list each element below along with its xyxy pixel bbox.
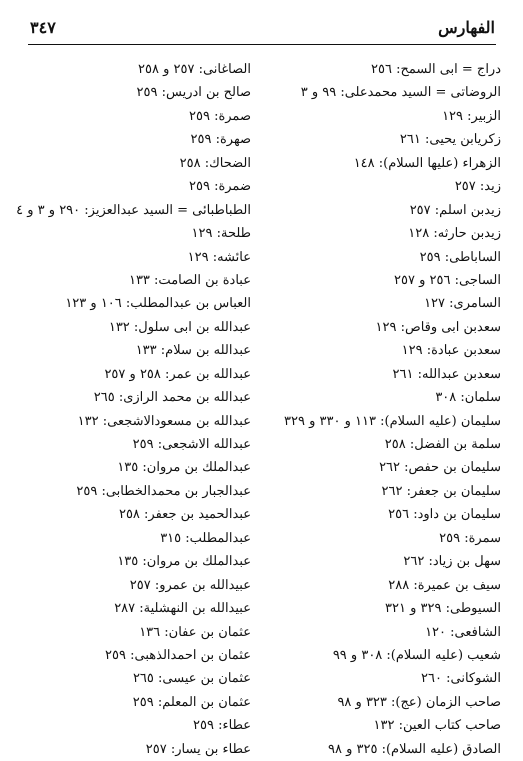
index-entry: الشوكانی: ٢٦٠ xyxy=(421,671,501,687)
index-entry: عبدالملك بن مروان: ١٣٥ xyxy=(117,554,251,570)
index-entry: زيدبن حارثه: ١٢٨ xyxy=(408,226,501,242)
index-entry: الضحاك: ٢٥٨ xyxy=(179,155,251,171)
index-entry: عبدالحميد بن جعفر: ٢٥٨ xyxy=(118,507,251,523)
index-entry: عبيدالله بن عمرو: ٢٥٧ xyxy=(129,577,251,593)
index-entry: زيد: ٢٥٧ xyxy=(454,179,501,195)
page-number: ٣٤٧ xyxy=(30,18,56,37)
index-entry: عبيدالله بن النهشلية: ٢٨٧ xyxy=(114,601,251,617)
index-entry: طلحة: ١٢٩ xyxy=(191,226,251,242)
index-column-right xyxy=(271,58,501,761)
index-entry: دراج = ابی السمح: ٢٥٦ xyxy=(371,62,501,77)
index-entry: سهل بن زياد: ٢٦٢ xyxy=(403,554,501,570)
index-entry: سعدبن عبادة: ١٢٩ xyxy=(401,343,501,359)
index-entry: ضمرة: ٢٥٩ xyxy=(188,179,251,195)
index-entry: صالح بن ادريس: ٢٥٩ xyxy=(136,85,251,101)
index-entry: الزهراء (عليها السلام): ١٤٨ xyxy=(353,155,501,171)
index-entry: زكريابن يحيى: ٢٦١ xyxy=(399,132,501,148)
index-entry: الطباطبائی = السيد عبدالعزيز: ٢٩٠ و ٣ و ٤ xyxy=(16,202,251,218)
index-entry: شعيب (عليه السلام): ٣٠٨ و ٩٩ xyxy=(332,647,501,663)
index-entry: صمرة: ٢٥٩ xyxy=(188,108,251,124)
index-entry: سليمان بن داود: ٢٥٦ xyxy=(388,507,501,523)
page-header xyxy=(30,18,495,42)
index-entry: عثمان بن احمدالذهبی: ٢٥٩ xyxy=(105,647,251,663)
index-entry: سليمان بن جعفر: ٢٦٢ xyxy=(381,483,501,499)
index-entry: صاحب الزمان (عج): ٣٢٣ و ٩٨ xyxy=(337,694,501,710)
index-entry: عثمان بن عيسى: ٢٦٥ xyxy=(132,671,251,687)
index-entry: عبدالمطلب: ٣١٥ xyxy=(160,530,251,546)
index-entry: سلمة بن الفضل: ٢٥٨ xyxy=(384,437,501,452)
index-entry: سليمان بن حفص: ٢٦٢ xyxy=(379,460,501,476)
index-entry: الصاغانی: ٢٥٧ و ٢٥٨ xyxy=(138,62,251,77)
index-entry: سلمان: ٣٠٨ xyxy=(435,390,501,406)
index-entry: سليمان (عليه السلام): ١١٣ و ٣٣٠ و ٣٢٩ xyxy=(284,413,501,429)
index-entry: الساباطی: ٢٥٩ xyxy=(419,249,501,265)
index-entry: سعدبن ابی وقاص: ١٢٩ xyxy=(375,319,501,335)
index-entry: السامری: ١٢٧ xyxy=(424,296,501,312)
index-entry: صهرة: ٢٥٩ xyxy=(190,132,251,148)
index-entry: العباس بن عبدالمطلب: ١٠٦ و ١٢٣ xyxy=(65,296,251,312)
index-entry: الشافعی: ١٢٠ xyxy=(425,624,501,640)
index-entry: صاحب كتاب العين: ١٣٢ xyxy=(373,718,501,734)
index-entry: الروضاتی = السيد محمدعلی: ٩٩ و ٣ xyxy=(300,85,501,101)
index-entry: عبدالله بن محمد الرازی: ٢٦٥ xyxy=(93,390,251,406)
index-entry: عطاء بن يسار: ٢٥٧ xyxy=(145,741,251,757)
index-entry: سعدبن عبدالله: ٢٦١ xyxy=(392,366,501,382)
index-entry: عثمان بن عفان: ١٣٦ xyxy=(139,624,251,640)
running-title: الفهارس xyxy=(438,18,495,37)
index-entry: عبدالله بن سلام: ١٣٣ xyxy=(135,343,251,359)
index-entry: عبدالله الاشجعی: ٢٥٩ xyxy=(132,437,251,452)
index-column-left xyxy=(15,58,251,761)
index-entry: عبدالله بن ابی سلول: ١٣٢ xyxy=(108,319,251,335)
index-entry: الزبير: ١٢٩ xyxy=(442,108,501,124)
index-entry: عثمان بن المعلم: ٢٥٩ xyxy=(132,694,251,710)
index-entry: السيوطی: ٣٢٩ و ٣٢١ xyxy=(385,601,501,617)
index-entry: عبدالله بن مسعودالاشجعی: ١٣٢ xyxy=(77,413,251,429)
index-entry: عبادة بن الصامت: ١٣٣ xyxy=(128,272,251,288)
index-entry: سيف بن عميرة: ٢٨٨ xyxy=(388,577,501,593)
index-entry: عبدالملك بن مروان: ١٣٥ xyxy=(117,460,251,476)
index-entry: زيدبن اسلم: ٢٥٧ xyxy=(409,202,501,218)
index-entry: الساجی: ٢٥٦ و ٢٥٧ xyxy=(394,272,501,288)
index-entry: الصادق (عليه السلام): ٣٢٥ و ٩٨ xyxy=(327,741,501,757)
index-entry: عطاء: ٢٥٩ xyxy=(193,718,251,734)
index-entry: عائشه: ١٢٩ xyxy=(187,249,251,265)
header-rule xyxy=(28,44,496,45)
index-entry: عبدالله بن عمر: ٢٥٨ و ٢٥٧ xyxy=(104,366,251,382)
index-entry: سمرة: ٢٥٩ xyxy=(439,530,501,546)
index-entry: عبدالجبار بن محمدالخطابی: ٢٥٩ xyxy=(76,483,251,499)
